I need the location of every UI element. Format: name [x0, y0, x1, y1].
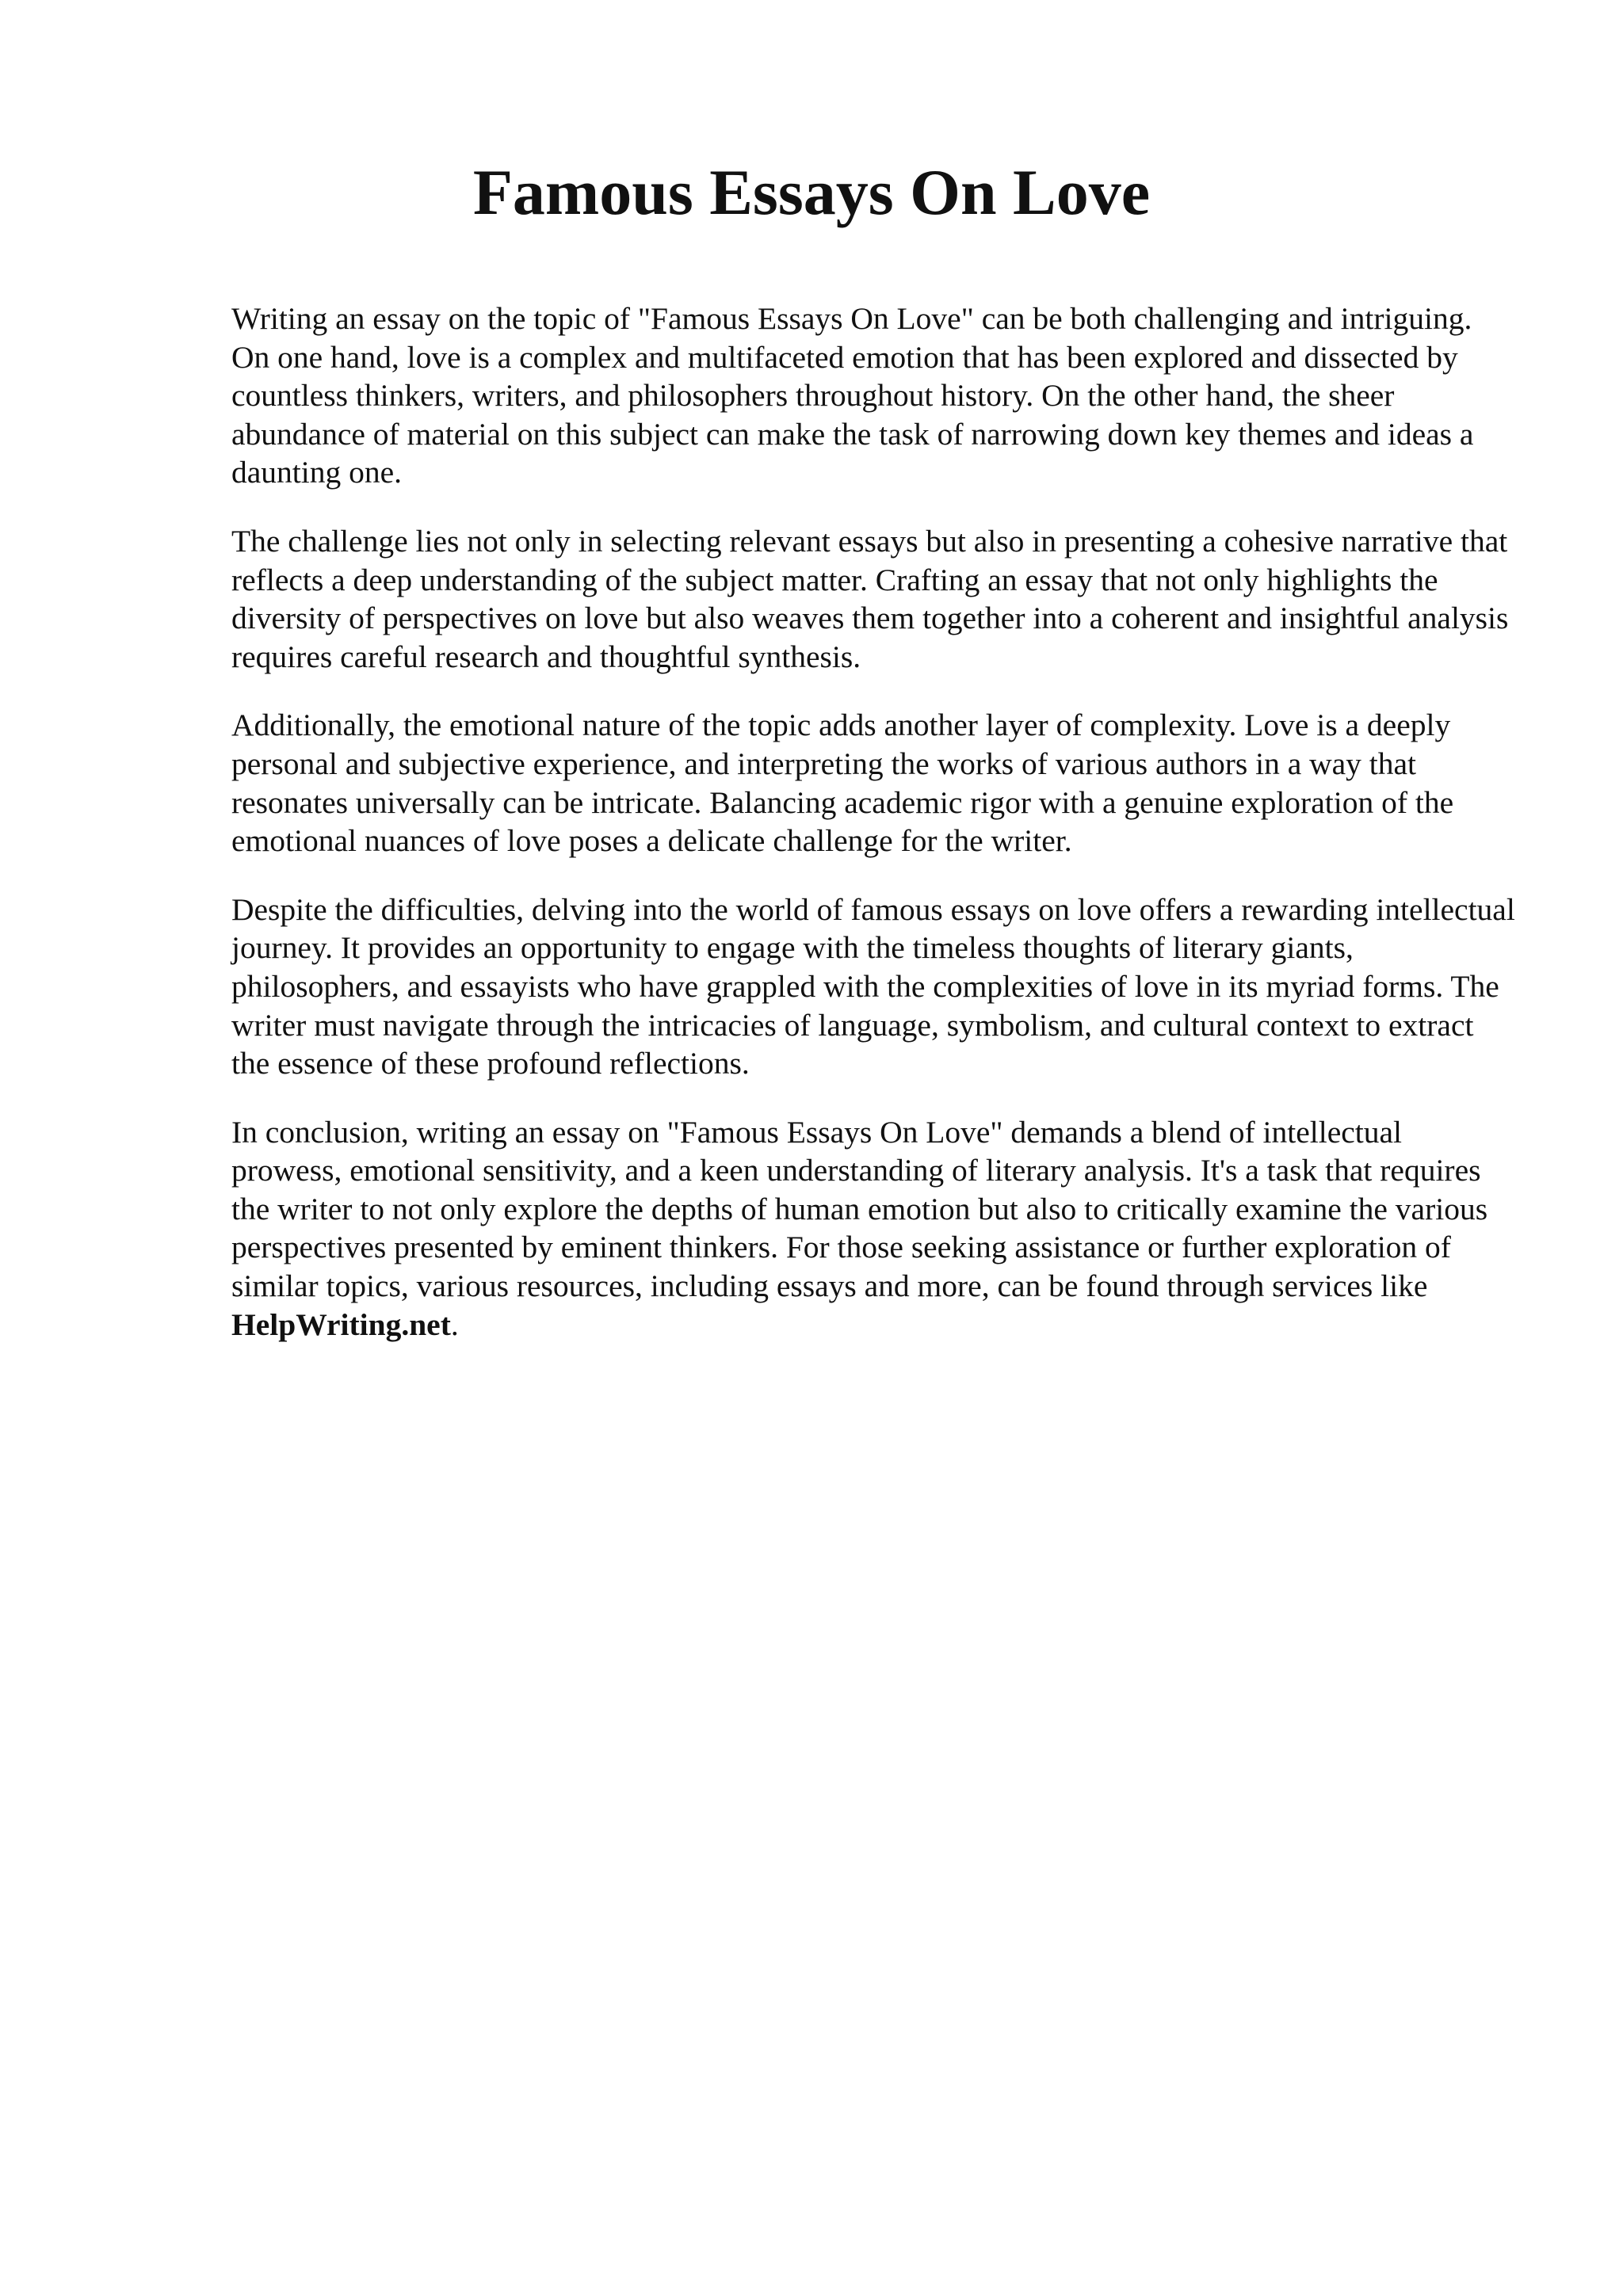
conclusion-text: In conclusion, writing an essay on "Famous Essays On Love" demands a blend of intellectual prowess, emotional sensitivity, and a keen understanding of literary analysis. It's a task that requires the writer to not only explore the depths of human emotion but also to critically examine the various perspectives presented by eminent thinkers. For those seeking assistance or further exploration of similar topics, various resources, including essays and more, can be found through services like: [231, 1114, 1488, 1304]
conclusion-period: .: [450, 1306, 459, 1342]
paragraph-2: The challenge lies not only in selecting relevant essays but also in presenting a cohesive narrative that reflects a deep understanding of the subject matter. Crafting an essay that not only highlights the diversity of perspectives on love but also weaves them together into a coherent and insightful analysis requires careful research and thoughtful synthesis.: [231, 523, 1509, 674]
conclusion-paragraph: [231, 1113, 1515, 1344]
document-body: [231, 299, 1515, 1374]
paragraph-4: Despite the difficulties, delving into the world of famous essays on love offers a rewarding intellectual journey. It provides an opportunity to engage with the timeless thoughts of literary giants, philosophers, and essayists who have grappled with the complexities of love in its myriad forms. The writer must navigate through the intricacies of language, symbolism, and cultural context to extract the essence of these profound reflections.: [231, 891, 1515, 1081]
paragraph-1: Writing an essay on the topic of "Famous Essays On Love" can be both challenging and intriguing. On one hand, love is a complex and multifaceted emotion that has been explored and dissected by countless thinkers, writers, and philosophers throughout history. On the other hand, the sheer abundance of material on this subject can make the task of narrowing down key themes and ideas a daunting one.: [231, 301, 1474, 490]
helpwriting-link[interactable]: HelpWriting.net: [231, 1306, 451, 1342]
page-title: Famous Essays On Love: [472, 156, 1151, 228]
paragraph-3: Additionally, the emotional nature of the topic adds another layer of complexity. Love is a deeply personal and subjective experience, and interpreting the works of various authors in a way that resonates universally can be intricate. Balancing academic rigor with a genuine exploration of the emotional nuances of love poses a delicate challenge for the writer.: [231, 707, 1454, 859]
